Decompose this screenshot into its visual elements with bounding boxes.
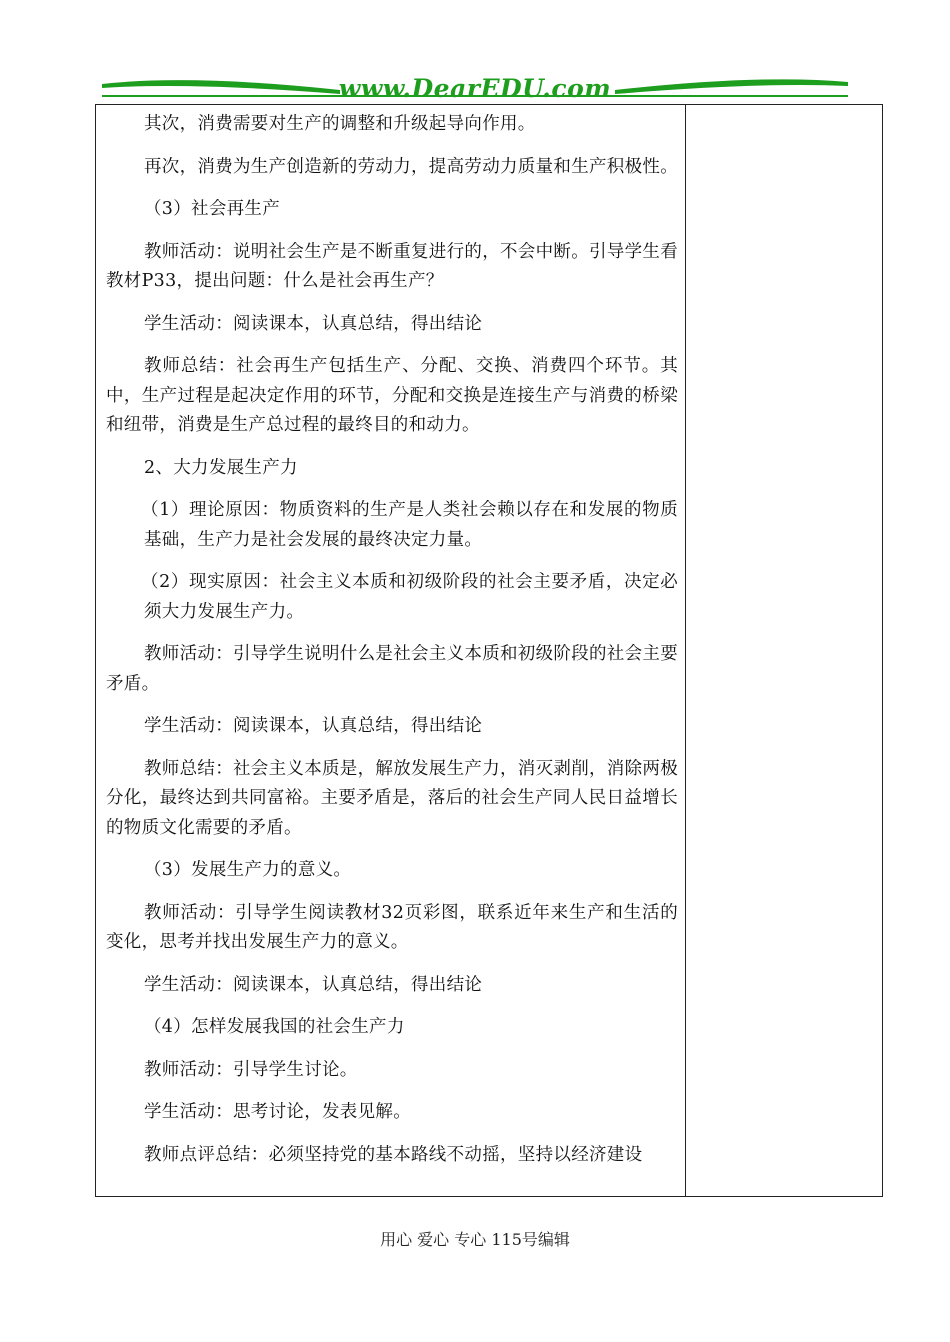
paragraph: 其次，消费需要对生产的调整和升级起导向作用。: [144, 114, 536, 134]
paragraph: 教师活动：说明社会生产是不断重复进行的，不会中断。引导学生看教材P33，提出问题：什么是社会再生产？: [106, 241, 678, 291]
paragraph: 教师总结：社会主义本质是，解放发展生产力，消灭剥削，消除两极分化，最终达到共同富裕。主要矛盾是，落后的社会生产同人民日益增长的物质文化需要的矛盾。: [106, 758, 678, 838]
paragraph: 教师点评总结：必须坚持党的基本路线不动摇，坚持以经济建设: [144, 1144, 643, 1165]
page-footer: 用心 爱心 专心 115号编辑: [380, 1230, 570, 1249]
paragraph: 再次，消费为生产创造新的劳动力，提高劳动力质量和生产积极性。: [144, 156, 678, 177]
section-heading: 2、大力发展生产力: [144, 457, 298, 478]
paragraph: 教师活动：引导学生讨论。: [144, 1059, 358, 1080]
section-heading: （3）社会再生产: [144, 199, 281, 219]
paragraph: 教师活动：引导学生说明什么是社会主义本质和初级阶段的社会主要矛盾。: [106, 644, 678, 694]
paragraph: 教师总结：社会再生产包括生产、分配、交换、消费四个环节。其中，生产过程是起决定作用的环节，分配和交换是连接生产与消费的桥梁和纽带，消费是生产总过程的最终目的和动力。: [106, 356, 678, 435]
paragraph: 教师活动：引导学生阅读教材32页彩图，联系近年来生产和生活的变化，思考并找出发展生产力的意义。: [106, 902, 678, 952]
site-name[interactable]: www.DearEDU.com: [338, 74, 612, 103]
lesson-table: [95, 104, 883, 1197]
paragraph: 学生活动：阅读课本，认真总结，得出结论: [144, 313, 483, 334]
numbered-item: （1）理论原因：物质资料的生产是人类社会赖以存在和发展的物质基础，生产力是社会发展的最终决定力量。: [141, 500, 678, 550]
column-divider: [685, 105, 686, 1196]
lesson-content: [106, 110, 678, 1183]
paragraph: 学生活动：阅读课本，认真总结，得出结论: [144, 716, 483, 736]
paragraph: 学生活动：阅读课本，认真总结，得出结论: [144, 974, 483, 995]
numbered-item: （2）现实原因：社会主义本质和初级阶段的社会主要矛盾，决定必须大力发展生产力。: [141, 572, 678, 622]
section-heading: （4）怎样发展我国的社会生产力: [144, 1017, 405, 1037]
paragraph: 学生活动：思考讨论，发表见解。: [144, 1102, 411, 1122]
section-heading: （3）发展生产力的意义。: [144, 860, 352, 880]
